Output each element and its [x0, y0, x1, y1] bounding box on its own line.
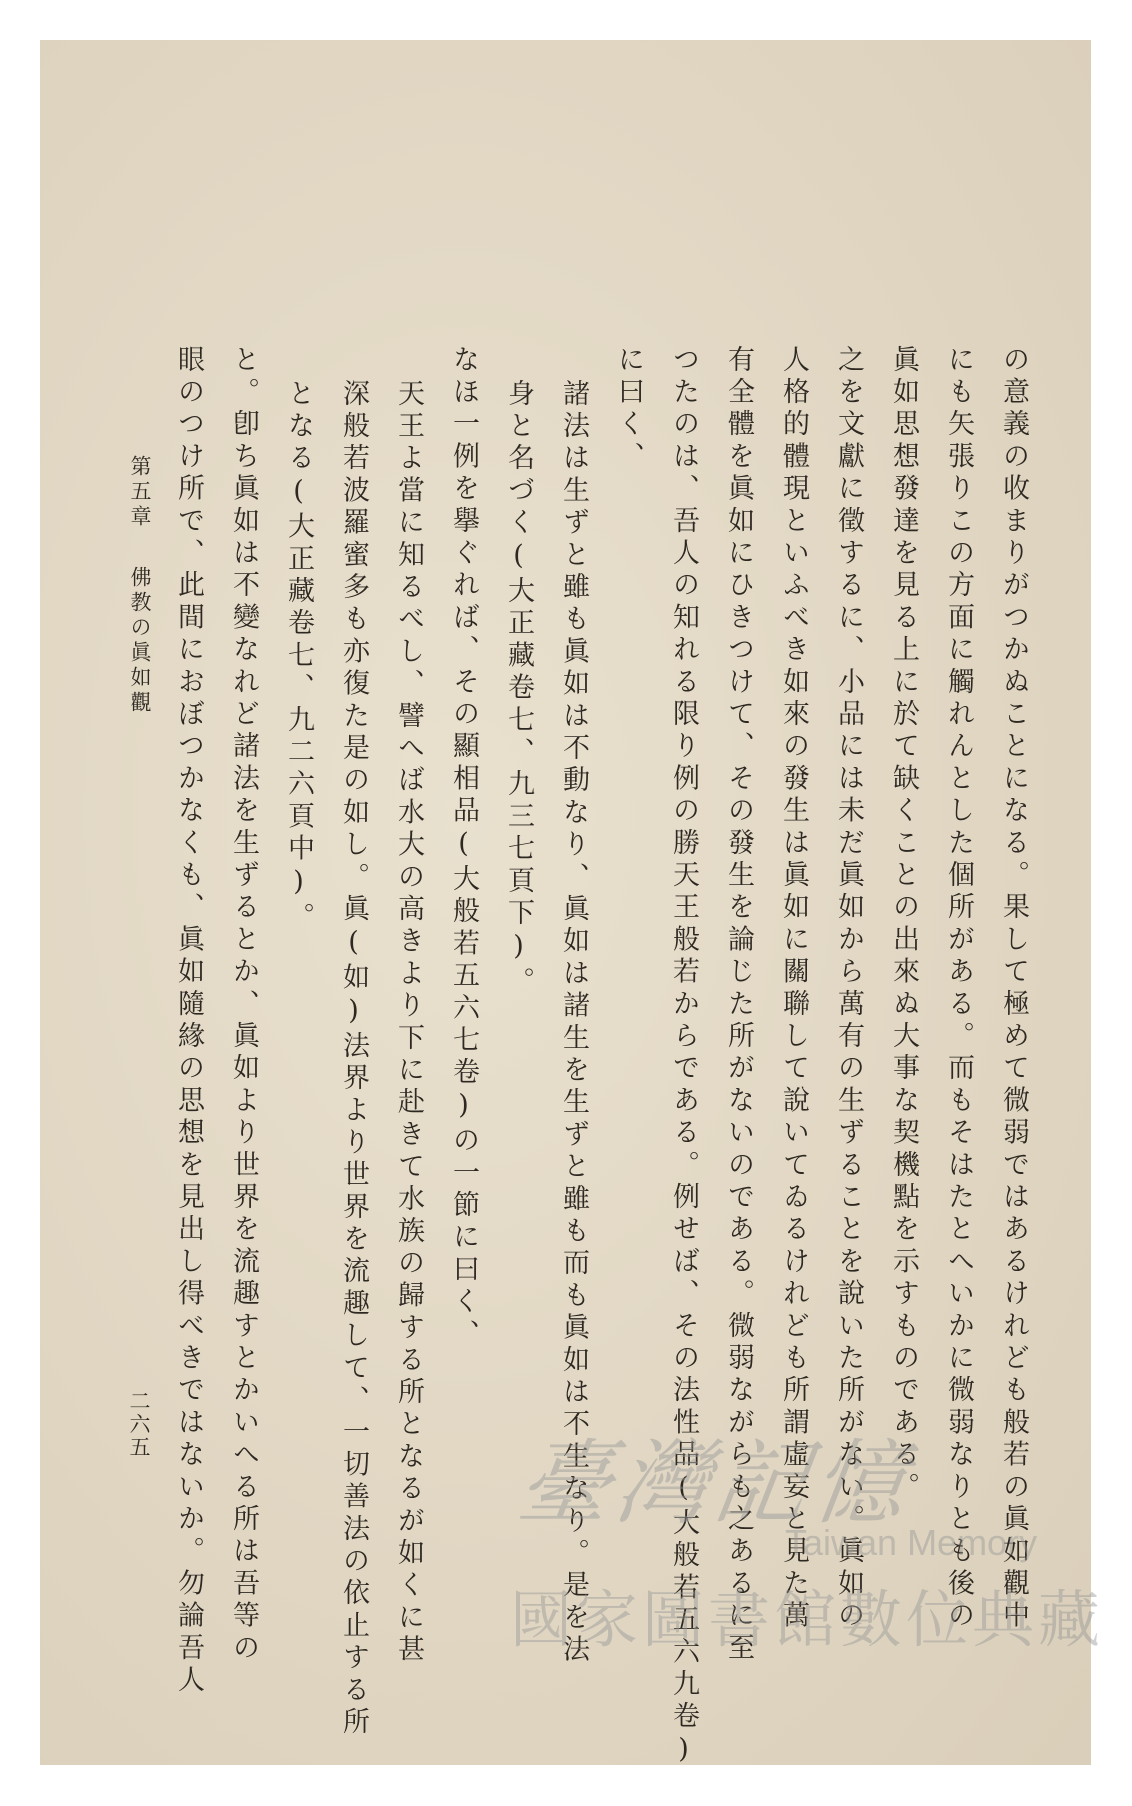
text-line-7: つたのは、吾人の知れる限り例の勝天王般若からである。例せば、その法性品(大般若五六九卷): [668, 345, 699, 1770]
text-line-1: の意義の收まりがつかぬことになる。果して極めて微弱ではあるけれども般若の眞如觀中: [998, 345, 1029, 1633]
watermark-cursive-text: 臺灣記憶: [511, 1430, 919, 1537]
text-line-8: に曰く、: [613, 345, 644, 474]
quote-line-5: となる(大正藏卷七、九二六頁中)。: [283, 379, 314, 935]
running-footer: [115, 455, 155, 1475]
watermark-latin-text: Taiwan Memory: [785, 1522, 1038, 1563]
text-line-6: 有全體を眞如にひきつけて、その發生を論じた所がないのである。微弱ながらも之あるに至: [723, 345, 754, 1666]
quote-line-3: 天王よ當に知るべし、譬へば水大の高きより下に赴きて水族の歸する所となるが如くに甚: [393, 379, 424, 1667]
text-line-2: にも矢張りこの方面に觸れんとした個所がある。而もそはたとへいかに微弱なりとも後の: [943, 345, 974, 1633]
quote-line-4: 深般若波羅蜜多も亦復た是の如し。眞(如)法界より世界を流趣して、一切善法の依止する所: [338, 379, 369, 1740]
text-line-5: 人格的體現といふべき如來の發生は眞如に關聯して說いてゐるけれども所謂虛妄と見た萬: [778, 345, 809, 1633]
watermark-organization-text: 國家圖書館數位典藏: [510, 1586, 1105, 1655]
main-text: [161, 345, 1041, 1770]
text-line-10: と。卽ち眞如は不變なれど諸法を生ずるとか、眞如より世界を流趣すとかいへる所は吾等の: [228, 345, 259, 1666]
chapter-title: 佛教の眞如觀: [128, 566, 152, 716]
text-line-11: 眼のつけ所で、此間におぼつかなくも、眞如隨緣の思想を見出し得べきではないか。勿論吾人: [173, 345, 204, 1698]
text-line-3: 眞如思想發達を見る上に於て缺くことの出來ぬ大事な契機點を示すものである。: [888, 345, 919, 1505]
chapter-number: 第五章: [128, 455, 152, 530]
quote-line-2: 身と名づく(大正藏卷七、九三七頁下)。: [503, 379, 534, 999]
page-number: 二六五: [127, 1390, 151, 1459]
text-line-4: 之を文獻に徵するに、小品には未だ眞如から萬有の生ずることを說いた所がない。眞如の: [833, 345, 864, 1633]
quote-line-1: 諸法は生ずと雖も眞如は不動なり、眞如は諸生を生ずと雖も而も眞如は不生なり。是を法: [558, 379, 589, 1667]
text-line-9: なほ一例を擧ぐれば、その顯相品(大般若五六七卷)の一節に曰く、: [448, 345, 479, 1352]
book-page: [40, 40, 1105, 1770]
